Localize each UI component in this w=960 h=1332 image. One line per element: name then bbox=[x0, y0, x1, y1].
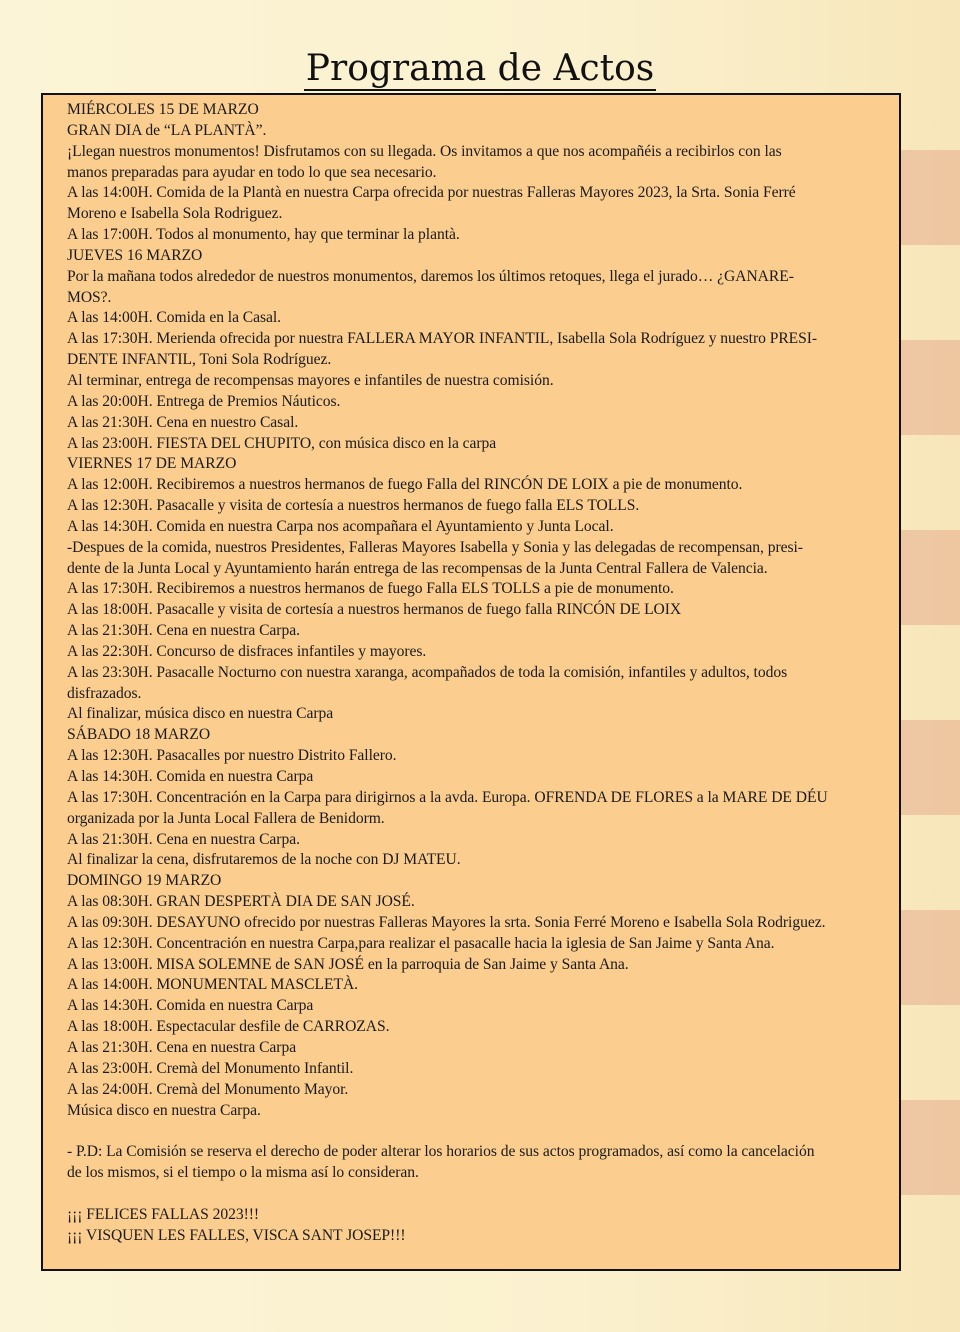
program-line: A las 21:30H. Cena en nuestra Carpa. bbox=[67, 830, 300, 848]
program-line: Música disco en nuestra Carpa. bbox=[67, 1101, 261, 1119]
program-line: Moreno e Isabella Sola Rodriguez. bbox=[67, 205, 283, 223]
program-line: ¡Llegan nuestros monumentos! Disfrutamos con su llegada. Os invitamos a que nos acompañéis a recibirlos con las bbox=[67, 142, 782, 160]
program-line: A las 24:00H. Cremà del Monumento Mayor. bbox=[67, 1080, 349, 1098]
program-line: MOS?. bbox=[67, 288, 112, 306]
program-line: Por la mañana todos alrededor de nuestros monumentos, daremos los últimos retoques, llega el jurado… ¿GANARE- bbox=[67, 267, 794, 285]
program-line: A las 12:30H. Concentración en nuestra Carpa,para realizar el pasacalle hacia la iglesia de San Jaime y Santa Ana. bbox=[67, 934, 775, 952]
program-line: A las 14:00H. Comida en la Casal. bbox=[67, 309, 282, 327]
program-line: organizada por la Junta Local Fallera de Benidorm. bbox=[67, 809, 385, 827]
program-line: A las 18:00H. Espectacular desfile de CARROZAS. bbox=[67, 1018, 390, 1036]
program-line: A las 22:30H. Concurso de disfraces infantiles y mayores. bbox=[67, 642, 427, 660]
program-line: A las 12:30H. Pasacalle y visita de cortesía a nuestros hermanos de fuego falla ELS TOLLS. bbox=[67, 497, 640, 515]
blank-line bbox=[67, 1184, 899, 1205]
program-line: de los mismos, si el tiempo o la misma así lo consideran. bbox=[67, 1164, 419, 1182]
program-line: JUEVES 16 MARZO bbox=[67, 246, 203, 264]
program-line: MIÉRCOLES 15 DE MARZO bbox=[67, 101, 259, 118]
program-line: -Despues de la comida, nuestros Presidentes, Falleras Mayores Isabella y Sonia y las delegadas de recompensan, presi- bbox=[67, 538, 803, 556]
program-line: Al terminar, entrega de recompensas mayores e infantiles de nuestra comisión. bbox=[67, 371, 554, 389]
program-line: A las 09:30H. DESAYUNO ofrecido por nuestras Falleras Mayores la srta. Sonia Ferré Moreno e Isabella Sola Rodriguez. bbox=[67, 913, 826, 931]
program-line: A las 13:00H. MISA SOLEMNE de SAN JOSÉ en la parroquia de San Jaime y Santa Ana. bbox=[67, 955, 629, 973]
program-line: A las 14:00H. MONUMENTAL MASCLETÀ. bbox=[67, 976, 359, 994]
program-line: A las 21:30H. Cena en nuestro Casal. bbox=[67, 413, 299, 431]
program-line: DENTE INFANTIL, Toni Sola Rodríguez. bbox=[67, 351, 332, 369]
page-title: Programa de Actos bbox=[305, 48, 655, 89]
program-line: - P.D: La Comisión se reserva el derecho de poder alterar los horarios de sus actos programados, así como la cancelación bbox=[67, 1143, 815, 1161]
program-line: Al finalizar, música disco en nuestra Carpa bbox=[67, 705, 334, 723]
program-line: SÁBADO 18 MARZO bbox=[67, 726, 211, 744]
program-box bbox=[41, 93, 901, 1271]
program-line: ¡¡¡ VISQUEN LES FALLES, VISCA SANT JOSEP!!! bbox=[67, 1226, 406, 1244]
program-line: A las 23:30H. Pasacalle Nocturno con nuestra xaranga, acompañados de toda la comisión, infantiles y adultos, todos bbox=[67, 663, 788, 681]
program-line: A las 12:30H. Pasacalles por nuestro Distrito Fallero. bbox=[67, 747, 397, 765]
program-line: manos preparadas para ayudar en todo lo que sea necesario. bbox=[67, 163, 437, 181]
program-line: A las 14:30H. Comida en nuestra Carpa bbox=[67, 768, 314, 785]
program-line: A las 17:30H. Recibiremos a nuestros hermanos de fuego Falla ELS TOLLS a pie de monumento. bbox=[67, 580, 674, 598]
program-line: A las 21:30H. Cena en nuestra Carpa. bbox=[67, 622, 300, 640]
program-line: DOMINGO 19 MARZO bbox=[67, 872, 222, 890]
program-line: Al finalizar la cena, disfrutaremos de la noche con DJ MATEU. bbox=[67, 851, 461, 869]
program-line: A las 14:30H. Comida en nuestra Carpa nos acompañara el Ayuntamiento y Junta Local. bbox=[67, 517, 614, 535]
program-line: A las 23:00H. Cremà del Monumento Infantil. bbox=[67, 1059, 354, 1077]
program-line: dente de la Junta Local y Ayuntamiento harán entrega de las recompensas de la Junta Central Fallera de Valencia. bbox=[67, 559, 768, 577]
program-line: A las 17:30H. Concentración en la Carpa para dirigirnos a la avda. Europa. OFRENDA DE FLORES a la MARE DE DÉU bbox=[67, 788, 828, 806]
program-line: A las 14:30H. Comida en nuestra Carpa bbox=[67, 997, 314, 1015]
program-line: A las 14:00H. Comida de la Plantà en nuestra Carpa ofrecida por nuestras Falleras Mayores 2023, la Srta. Sonia Ferré bbox=[67, 184, 796, 202]
program-line: A las 17:00H. Todos al monumento, hay que terminar la plantà. bbox=[67, 226, 460, 244]
program-line: disfrazados. bbox=[67, 684, 142, 702]
blank-line bbox=[67, 1121, 899, 1142]
program-line: A las 17:30H. Merienda ofrecida por nuestra FALLERA MAYOR INFANTIL, Isabella Sola Rodríguez y nuestro PRESI- bbox=[67, 330, 818, 348]
program-line: ¡¡¡ FELICES FALLAS 2023!!! bbox=[67, 1205, 260, 1223]
program-line: A las 18:00H. Pasacalle y visita de cortesía a nuestros hermanos de fuego falla RINCÓN DE LOIX bbox=[67, 601, 682, 619]
program-line: GRAN DIA de “LA PLANTÀ”. bbox=[67, 121, 267, 139]
program-line: A las 21:30H. Cena en nuestra Carpa bbox=[67, 1038, 297, 1056]
program-line: A las 08:30H. GRAN DESPERTÀ DIA DE SAN JOSÉ. bbox=[67, 893, 415, 911]
program-line: A las 12:00H. Recibiremos a nuestros hermanos de fuego Falla del RINCÓN DE LOIX a pie de monumento. bbox=[67, 476, 743, 494]
program-line: A las 20:00H. Entrega de Premios Náuticos. bbox=[67, 392, 341, 410]
program-line: A las 23:00H. FIESTA DEL CHUPITO, con música disco en la carpa bbox=[67, 434, 497, 452]
program-line: VIERNES 17 DE MARZO bbox=[67, 455, 237, 473]
